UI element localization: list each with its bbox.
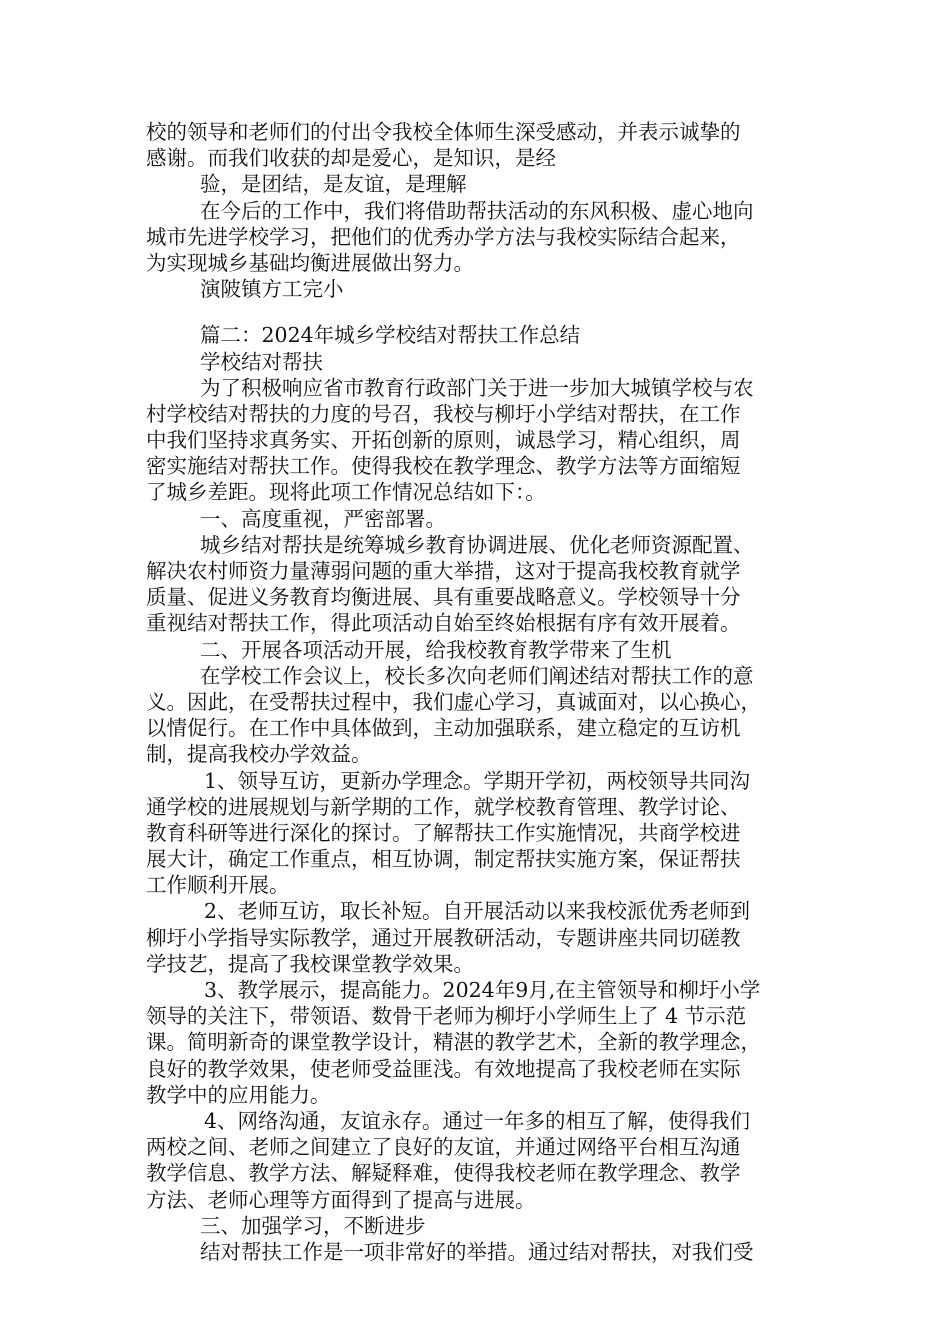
- paragraph-gap: [146, 302, 836, 322]
- text-line: 城乡结对帮扶是统筹城乡教育协调进展、优化老师资源配置、: [200, 532, 754, 557]
- text-line: 通学校的进展规划与新学期的工作，就学校教育管理、教学讨论、: [146, 794, 741, 819]
- text-line: 中我们坚持求真务实、开拓创新的原则，诚恳学习，精心组织，周: [146, 428, 741, 453]
- text-line: 城市先进学校学习，把他们的优秀办学方法与我校实际结合起来，: [146, 224, 741, 249]
- text-line: 良好的教学效果，使老师受益匪浅。有效地提高了我校老师在实际: [146, 1056, 741, 1081]
- text-line: 教学信息、教学方法、解疑释难，使得我校老师在教学理念、教学: [146, 1161, 741, 1186]
- text-line: 教育科研等进行深化的探讨。了解帮扶工作实施情况，共商学校进: [146, 820, 741, 845]
- text-line: 感谢。而我们收获的却是爱心，是知识，是经: [146, 146, 556, 171]
- text-line: 两校之间、老师之间建立了良好的友谊，并通过网络平台相互沟通: [146, 1135, 741, 1160]
- document-page: [146, 119, 836, 1265]
- text-line: 验，是团结，是友谊，是理解: [200, 172, 467, 197]
- text-line: 校的领导和老师们的付出令我校全体师生深受感动，并表示诚挚的: [146, 120, 741, 144]
- text-line: 学技艺，提高了我校课堂教学效果。: [146, 951, 474, 976]
- text-line: 制，提高我校办学效益。: [146, 742, 372, 767]
- text-line: 一、高度重视，严密部署。: [200, 506, 446, 531]
- text-line: 4、网络沟通，友谊永存。通过一年多的相互了解，使得我们: [204, 1108, 751, 1133]
- text-line: 密实施结对帮扶工作。使得我校在教学理念、教学方法等方面缩短: [146, 454, 741, 479]
- text-line: 解决农村师资力量薄弱问题的重大举措，这对于提高我校教育就学: [146, 559, 741, 583]
- text-line: 质量、促进义务教育均衡进展、具有重要战略意义。学校领导十分: [146, 585, 741, 610]
- text-line: 课。简明新奇的课堂教学设计，精湛的教学艺术，全新的教学理念，: [146, 1030, 761, 1055]
- text-line: 在今后的工作中，我们将借助帮扶活动的东风积极、虚心地向: [200, 198, 754, 223]
- text-line: 工作顺利开展。: [146, 873, 290, 898]
- text-line: 为实现城乡基础均衡进展做出努力。: [146, 250, 474, 275]
- text-line: 义。因此，在受帮扶过程中，我们虚心学习，真诚面对，以心换心，: [146, 689, 761, 714]
- text-line: 2、老师互访，取长补短。自开展活动以来我校派优秀老师到: [204, 899, 751, 924]
- text-line: 学校结对帮扶: [200, 349, 323, 374]
- text-line: 为了积极响应省市教育行政部门关于进一步加大城镇学校与农: [200, 375, 754, 400]
- text-line: 了城乡差距。现将此项工作情况总结如下：。: [146, 480, 546, 505]
- text-line: 重视结对帮扶工作，得此项活动自始至终始根据有序有效开展着。: [146, 611, 741, 636]
- text-line: 3、教学展示，提高能力。2024年9月,在主管领导和柳圩小学: [204, 978, 761, 1002]
- text-line: 二、开展各项活动开展，给我校教育教学带来了生机: [200, 637, 672, 662]
- text-line: 演陂镇方工完小: [200, 277, 344, 302]
- text-line: 教学中的应用能力。: [146, 1082, 331, 1107]
- text-line: 村学校结对帮扶的力度的号召，我校与柳圩小学结对帮扶，在工作: [146, 401, 741, 426]
- text-line: 结对帮扶工作是一项非常好的举措。通过结对帮扶，对我们受: [200, 1239, 754, 1264]
- text-line: 领导的关注下，带领语、数骨干老师为柳圩小学师生上了 4 节示范: [146, 1004, 747, 1029]
- text-line: 展大计，确定工作重点，相互协调，制定帮扶实施方案，保证帮扶: [146, 847, 741, 872]
- text-line: 方法、老师心理等方面得到了提高与进展。: [146, 1187, 536, 1212]
- text-line: 篇二：2024年城乡学校结对帮扶工作总结: [200, 323, 581, 348]
- text-line: 三、加强学习，不断进步: [200, 1213, 426, 1238]
- text-line: 1、领导互访，更新办学理念。学期开学初，两校领导共同沟: [204, 768, 751, 793]
- text-line: 柳圩小学指导实际教学，通过开展教研活动，专题讲座共同切磋教: [146, 925, 741, 950]
- text-line: 在学校工作会议上，校长多次向老师们阐述结对帮扶工作的意: [200, 663, 754, 688]
- text-line: 以情促行。在工作中具体做到，主动加强联系，建立稳定的互访机: [146, 716, 741, 741]
